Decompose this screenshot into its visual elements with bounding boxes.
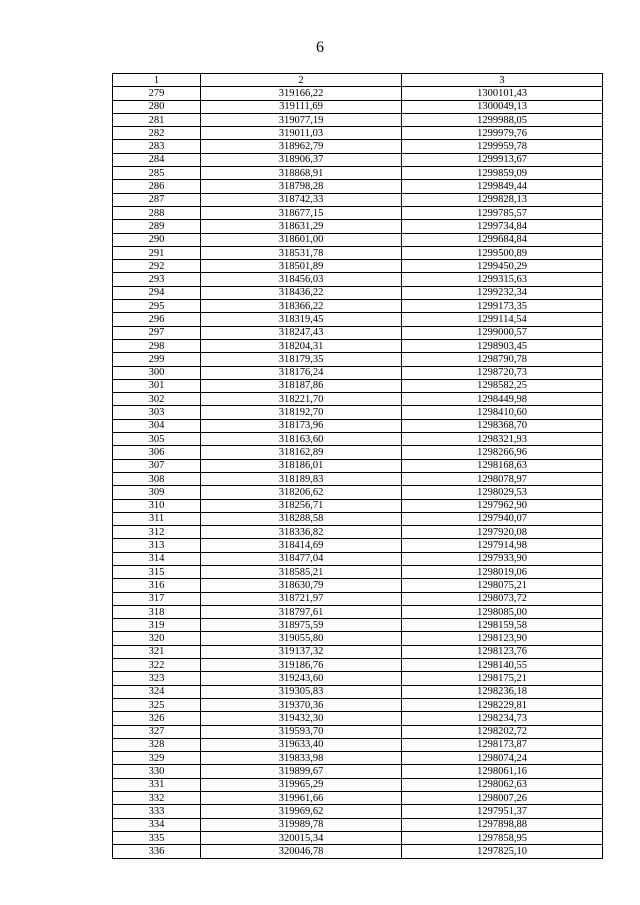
x-coordinate-cell: 318630,79 (201, 579, 402, 592)
table-row (113, 313, 603, 326)
table-row (113, 712, 603, 725)
table-row (113, 140, 603, 153)
table-row (113, 353, 603, 366)
table-header-row (113, 74, 603, 87)
table-row (113, 167, 603, 180)
table-row (113, 300, 603, 313)
table-row (113, 127, 603, 140)
table-row (113, 499, 603, 512)
table-row (113, 552, 603, 565)
y-coordinate-cell: 1298173,87 (402, 738, 603, 751)
x-coordinate-cell: 318798,28 (201, 180, 402, 193)
table-row (113, 592, 603, 605)
x-coordinate-cell: 318162,89 (201, 446, 402, 459)
x-coordinate-cell: 319965,29 (201, 778, 402, 791)
y-coordinate-cell: 1297951,37 (402, 805, 603, 818)
point-number-cell: 312 (113, 526, 201, 539)
y-coordinate-cell: 1298229,81 (402, 698, 603, 711)
x-coordinate-cell: 318601,00 (201, 233, 402, 246)
y-coordinate-cell: 1297858,95 (402, 831, 603, 844)
point-number-cell: 290 (113, 233, 201, 246)
point-number-cell: 295 (113, 300, 201, 313)
x-coordinate-cell: 318288,58 (201, 512, 402, 525)
point-number-cell: 324 (113, 685, 201, 698)
table-row (113, 113, 603, 126)
point-number-cell: 322 (113, 659, 201, 672)
point-number-cell: 318 (113, 605, 201, 618)
point-number-cell: 293 (113, 273, 201, 286)
point-number-cell: 323 (113, 672, 201, 685)
y-coordinate-cell: 1298168,63 (402, 459, 603, 472)
table-row (113, 193, 603, 206)
table-row (113, 698, 603, 711)
point-number-cell: 299 (113, 353, 201, 366)
y-coordinate-cell: 1297920,08 (402, 526, 603, 539)
table-row (113, 672, 603, 685)
y-coordinate-cell: 1299173,35 (402, 300, 603, 313)
y-coordinate-cell: 1298074,24 (402, 752, 603, 765)
y-coordinate-cell: 1298234,73 (402, 712, 603, 725)
y-coordinate-cell: 1299450,29 (402, 260, 603, 273)
table-row (113, 579, 603, 592)
point-number-cell: 336 (113, 845, 201, 858)
table-row (113, 326, 603, 339)
y-coordinate-cell: 1297933,90 (402, 552, 603, 565)
y-coordinate-cell: 1299734,84 (402, 220, 603, 233)
point-number-cell: 334 (113, 818, 201, 831)
point-number-cell: 296 (113, 313, 201, 326)
table-row (113, 419, 603, 432)
point-number-cell: 329 (113, 752, 201, 765)
table-row (113, 206, 603, 219)
y-coordinate-cell: 1298410,60 (402, 406, 603, 419)
x-coordinate-cell: 319989,78 (201, 818, 402, 831)
point-number-cell: 305 (113, 433, 201, 446)
y-coordinate-cell: 1298175,21 (402, 672, 603, 685)
y-coordinate-cell: 1298029,53 (402, 486, 603, 499)
y-coordinate-cell: 1298078,97 (402, 472, 603, 485)
table-row (113, 486, 603, 499)
y-coordinate-cell: 1298790,78 (402, 353, 603, 366)
table-row (113, 472, 603, 485)
table-row (113, 845, 603, 858)
point-number-cell: 300 (113, 366, 201, 379)
y-coordinate-cell: 1298368,70 (402, 419, 603, 432)
y-coordinate-cell: 1298123,90 (402, 632, 603, 645)
point-number-cell: 308 (113, 472, 201, 485)
point-number-cell: 285 (113, 167, 201, 180)
point-number-cell: 294 (113, 286, 201, 299)
y-coordinate-cell: 1298019,06 (402, 565, 603, 578)
y-coordinate-cell: 1298123,76 (402, 645, 603, 658)
point-number-cell: 282 (113, 127, 201, 140)
point-number-cell: 332 (113, 792, 201, 805)
coordinates-table (112, 73, 603, 859)
point-number-cell: 292 (113, 260, 201, 273)
x-coordinate-cell: 319077,19 (201, 113, 402, 126)
point-number-cell: 301 (113, 379, 201, 392)
table-row (113, 512, 603, 525)
table-row (113, 738, 603, 751)
x-coordinate-cell: 319961,66 (201, 792, 402, 805)
table-row (113, 685, 603, 698)
y-coordinate-cell: 1298903,45 (402, 339, 603, 352)
point-number-cell: 297 (113, 326, 201, 339)
point-number-cell: 314 (113, 552, 201, 565)
column-header-2: 2 (201, 74, 402, 87)
point-number-cell: 330 (113, 765, 201, 778)
table-row (113, 366, 603, 379)
y-coordinate-cell: 1299859,09 (402, 167, 603, 180)
y-coordinate-cell: 1298140,55 (402, 659, 603, 672)
x-coordinate-cell: 318366,22 (201, 300, 402, 313)
point-number-cell: 286 (113, 180, 201, 193)
table-row (113, 87, 603, 100)
table-body (113, 87, 603, 858)
point-number-cell: 309 (113, 486, 201, 499)
x-coordinate-cell: 318206,62 (201, 486, 402, 499)
point-number-cell: 279 (113, 87, 201, 100)
point-number-cell: 284 (113, 153, 201, 166)
column-header-3: 3 (402, 74, 603, 87)
table-row (113, 805, 603, 818)
x-coordinate-cell: 319305,83 (201, 685, 402, 698)
table-row (113, 273, 603, 286)
table-row (113, 286, 603, 299)
point-number-cell: 298 (113, 339, 201, 352)
x-coordinate-cell: 318436,22 (201, 286, 402, 299)
table-row (113, 752, 603, 765)
x-coordinate-cell: 318906,37 (201, 153, 402, 166)
table-row (113, 246, 603, 259)
x-coordinate-cell: 318176,24 (201, 366, 402, 379)
table-row (113, 765, 603, 778)
point-number-cell: 288 (113, 206, 201, 219)
table-row (113, 100, 603, 113)
y-coordinate-cell: 1298061,16 (402, 765, 603, 778)
point-number-cell: 303 (113, 406, 201, 419)
x-coordinate-cell: 319137,32 (201, 645, 402, 658)
point-number-cell: 280 (113, 100, 201, 113)
point-number-cell: 328 (113, 738, 201, 751)
point-number-cell: 335 (113, 831, 201, 844)
x-coordinate-cell: 318456,03 (201, 273, 402, 286)
point-number-cell: 317 (113, 592, 201, 605)
point-number-cell: 321 (113, 645, 201, 658)
table-row (113, 233, 603, 246)
point-number-cell: 302 (113, 393, 201, 406)
y-coordinate-cell: 1297940,07 (402, 512, 603, 525)
table-row (113, 659, 603, 672)
x-coordinate-cell: 318585,21 (201, 565, 402, 578)
x-coordinate-cell: 318336,82 (201, 526, 402, 539)
x-coordinate-cell: 318319,45 (201, 313, 402, 326)
table-row (113, 605, 603, 618)
y-coordinate-cell: 1299684,84 (402, 233, 603, 246)
x-coordinate-cell: 319833,98 (201, 752, 402, 765)
x-coordinate-cell: 318256,71 (201, 499, 402, 512)
y-coordinate-cell: 1298159,58 (402, 619, 603, 632)
point-number-cell: 320 (113, 632, 201, 645)
x-coordinate-cell: 319370,36 (201, 698, 402, 711)
table-row (113, 433, 603, 446)
x-coordinate-cell: 318163,60 (201, 433, 402, 446)
x-coordinate-cell: 320046,78 (201, 845, 402, 858)
y-coordinate-cell: 1298720,73 (402, 366, 603, 379)
table-row (113, 565, 603, 578)
x-coordinate-cell: 318797,61 (201, 605, 402, 618)
point-number-cell: 316 (113, 579, 201, 592)
table-row (113, 526, 603, 539)
x-coordinate-cell: 318247,43 (201, 326, 402, 339)
column-header-1: 1 (113, 74, 201, 87)
y-coordinate-cell: 1298202,72 (402, 725, 603, 738)
y-coordinate-cell: 1299849,44 (402, 180, 603, 193)
y-coordinate-cell: 1299000,57 (402, 326, 603, 339)
point-number-cell: 306 (113, 446, 201, 459)
point-number-cell: 326 (113, 712, 201, 725)
x-coordinate-cell: 319055,80 (201, 632, 402, 645)
x-coordinate-cell: 318189,83 (201, 472, 402, 485)
table-row (113, 792, 603, 805)
x-coordinate-cell: 318204,31 (201, 339, 402, 352)
x-coordinate-cell: 318975,59 (201, 619, 402, 632)
x-coordinate-cell: 318531,78 (201, 246, 402, 259)
y-coordinate-cell: 1299913,67 (402, 153, 603, 166)
y-coordinate-cell: 1297825,10 (402, 845, 603, 858)
point-number-cell: 333 (113, 805, 201, 818)
y-coordinate-cell: 1299232,34 (402, 286, 603, 299)
y-coordinate-cell: 1298062,63 (402, 778, 603, 791)
x-coordinate-cell: 318742,33 (201, 193, 402, 206)
y-coordinate-cell: 1300101,43 (402, 87, 603, 100)
table-row (113, 406, 603, 419)
x-coordinate-cell: 319899,67 (201, 765, 402, 778)
x-coordinate-cell: 319186,76 (201, 659, 402, 672)
table-row (113, 818, 603, 831)
table-row (113, 339, 603, 352)
y-coordinate-cell: 1299988,05 (402, 113, 603, 126)
point-number-cell: 311 (113, 512, 201, 525)
table-row (113, 831, 603, 844)
x-coordinate-cell: 318677,15 (201, 206, 402, 219)
table-row (113, 645, 603, 658)
point-number-cell: 315 (113, 565, 201, 578)
point-number-cell: 331 (113, 778, 201, 791)
point-number-cell: 327 (113, 725, 201, 738)
x-coordinate-cell: 318192,70 (201, 406, 402, 419)
table-row (113, 539, 603, 552)
x-coordinate-cell: 318962,79 (201, 140, 402, 153)
x-coordinate-cell: 318221,70 (201, 393, 402, 406)
table-row (113, 220, 603, 233)
x-coordinate-cell: 318631,29 (201, 220, 402, 233)
y-coordinate-cell: 1298582,25 (402, 379, 603, 392)
table-row (113, 446, 603, 459)
x-coordinate-cell: 319011,03 (201, 127, 402, 140)
point-number-cell: 310 (113, 499, 201, 512)
x-coordinate-cell: 318721,97 (201, 592, 402, 605)
x-coordinate-cell: 319166,22 (201, 87, 402, 100)
table-row (113, 632, 603, 645)
x-coordinate-cell: 320015,34 (201, 831, 402, 844)
x-coordinate-cell: 318186,01 (201, 459, 402, 472)
x-coordinate-cell: 318477,04 (201, 552, 402, 565)
y-coordinate-cell: 1298449,98 (402, 393, 603, 406)
x-coordinate-cell: 318173,96 (201, 419, 402, 432)
table-row (113, 459, 603, 472)
y-coordinate-cell: 1299114,54 (402, 313, 603, 326)
y-coordinate-cell: 1300049,13 (402, 100, 603, 113)
point-number-cell: 289 (113, 220, 201, 233)
table-row (113, 778, 603, 791)
y-coordinate-cell: 1297898,88 (402, 818, 603, 831)
table-row (113, 619, 603, 632)
y-coordinate-cell: 1298075,21 (402, 579, 603, 592)
point-number-cell: 319 (113, 619, 201, 632)
table-row (113, 393, 603, 406)
y-coordinate-cell: 1298236,18 (402, 685, 603, 698)
y-coordinate-cell: 1297914,98 (402, 539, 603, 552)
y-coordinate-cell: 1298073,72 (402, 592, 603, 605)
x-coordinate-cell: 319633,40 (201, 738, 402, 751)
point-number-cell: 281 (113, 113, 201, 126)
point-number-cell: 287 (113, 193, 201, 206)
y-coordinate-cell: 1299315,63 (402, 273, 603, 286)
y-coordinate-cell: 1298007,26 (402, 792, 603, 805)
table-row (113, 180, 603, 193)
x-coordinate-cell: 318414,69 (201, 539, 402, 552)
x-coordinate-cell: 319593,70 (201, 725, 402, 738)
point-number-cell: 283 (113, 140, 201, 153)
x-coordinate-cell: 319432,30 (201, 712, 402, 725)
table-row (113, 153, 603, 166)
x-coordinate-cell: 319111,69 (201, 100, 402, 113)
x-coordinate-cell: 319243,60 (201, 672, 402, 685)
point-number-cell: 304 (113, 419, 201, 432)
y-coordinate-cell: 1299828,13 (402, 193, 603, 206)
table-row (113, 725, 603, 738)
x-coordinate-cell: 318868,91 (201, 167, 402, 180)
point-number-cell: 325 (113, 698, 201, 711)
x-coordinate-cell: 318187,86 (201, 379, 402, 392)
point-number-cell: 313 (113, 539, 201, 552)
y-coordinate-cell: 1299959,78 (402, 140, 603, 153)
x-coordinate-cell: 319969,62 (201, 805, 402, 818)
point-number-cell: 291 (113, 246, 201, 259)
y-coordinate-cell: 1298266,96 (402, 446, 603, 459)
page-number: 6 (316, 39, 324, 56)
y-coordinate-cell: 1298321,93 (402, 433, 603, 446)
y-coordinate-cell: 1299785,57 (402, 206, 603, 219)
y-coordinate-cell: 1299500,89 (402, 246, 603, 259)
table-row (113, 379, 603, 392)
x-coordinate-cell: 318501,89 (201, 260, 402, 273)
x-coordinate-cell: 318179,35 (201, 353, 402, 366)
y-coordinate-cell: 1297962,90 (402, 499, 603, 512)
table-row (113, 260, 603, 273)
y-coordinate-cell: 1299979,76 (402, 127, 603, 140)
point-number-cell: 307 (113, 459, 201, 472)
y-coordinate-cell: 1298085,00 (402, 605, 603, 618)
